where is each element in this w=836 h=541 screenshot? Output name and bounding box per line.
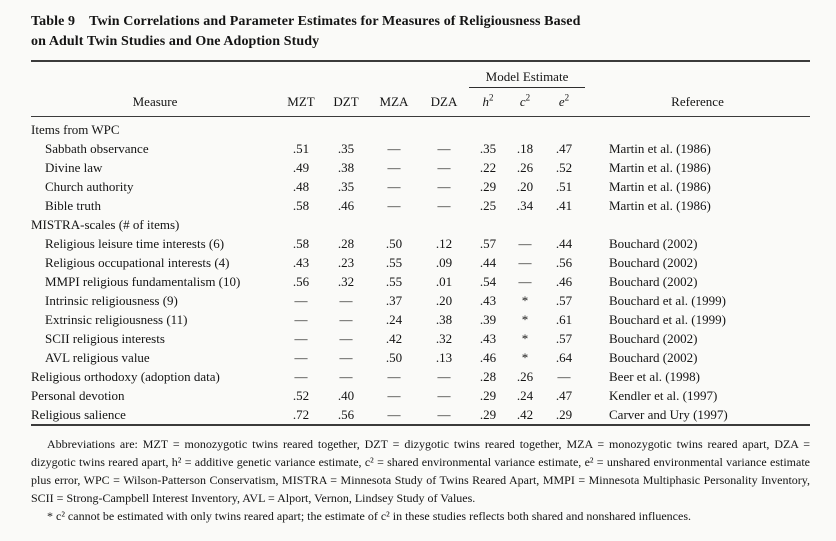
h2-cell: .43 [479, 330, 497, 346]
table-row [31, 215, 810, 234]
measure-cell: AVL religious value [45, 349, 150, 365]
measure-cell: Religious salience [31, 406, 126, 422]
h2-cell: .46 [479, 349, 497, 365]
table-row [31, 386, 810, 405]
mza-cell: .55 [385, 254, 403, 270]
reference-cell [585, 215, 810, 234]
mza-cell: .50 [385, 235, 403, 251]
reference-cell: Bouchard (2002) [609, 349, 698, 365]
e2-cell: .57 [555, 330, 573, 346]
mzt-cell [279, 215, 323, 234]
dzt-cell: — [339, 349, 353, 365]
reference-cell: Bouchard (2002) [609, 273, 698, 289]
measure-cell: MMPI religious fundamentalism (10) [45, 273, 241, 289]
mza-cell: — [387, 197, 401, 213]
dzt-cell: .35 [337, 178, 355, 194]
e2-cell [543, 215, 585, 234]
mza-cell: — [387, 387, 401, 403]
c2-cell: * [521, 292, 529, 308]
mzt-cell: — [294, 292, 308, 308]
dzt-cell [323, 215, 369, 234]
h2-cell: .29 [479, 387, 497, 403]
mza-cell: — [387, 406, 401, 422]
mzt-cell: .49 [292, 159, 310, 175]
c2-cell: — [518, 254, 532, 270]
table-number: Table 9 [31, 14, 76, 29]
dza-cell: .12 [435, 235, 453, 251]
c2-cell: .42 [516, 406, 534, 422]
c2-cell: * [521, 349, 529, 365]
mza-cell: — [387, 159, 401, 175]
h2-cell: .29 [479, 406, 497, 422]
e2-cell: .46 [555, 273, 573, 289]
measure-cell: Items from WPC [31, 121, 120, 137]
dza-cell: .38 [435, 311, 453, 327]
table-block [31, 12, 810, 525]
e2-cell: .52 [555, 159, 573, 175]
col-header-e2: $e^2$ [558, 92, 570, 109]
asterisk-note: * c² cannot be estimated with only twins reared apart; the estimate of c² in these studies reflects both shared and nonshared influences. [47, 508, 691, 523]
h2-cell [469, 215, 507, 234]
table-row [31, 272, 810, 291]
mzt-cell: .48 [292, 178, 310, 194]
reference-cell: Carver and Ury (1997) [609, 406, 728, 422]
col-header-mzt: MZT [287, 93, 315, 109]
reference-cell: Martin et al. (1986) [609, 178, 711, 194]
reference-cell: Martin et al. (1986) [609, 140, 711, 156]
h2-cell [469, 116, 507, 139]
dzt-cell: .28 [337, 235, 355, 251]
measure-cell: Divine law [45, 159, 103, 175]
h2-cell: .44 [479, 254, 497, 270]
reference-cell: Martin et al. (1986) [609, 197, 711, 213]
reference-cell: Bouchard et al. (1999) [609, 311, 726, 327]
e2-cell: — [557, 368, 571, 384]
table-row [31, 329, 810, 348]
mza-cell: .50 [385, 349, 403, 365]
h2-cell: .39 [479, 311, 497, 327]
measure-cell: Intrinsic religiousness (9) [45, 292, 178, 308]
measure-cell: Church authority [45, 178, 134, 194]
dza-cell: — [437, 178, 451, 194]
measure-cell: Extrinsic religiousness (11) [45, 311, 188, 327]
dza-cell: — [437, 387, 451, 403]
measure-cell: Religious leisure time interests (6) [45, 235, 225, 251]
measure-cell: Religious occupational interests (4) [45, 254, 230, 270]
table-title [31, 12, 810, 52]
table-row [31, 158, 810, 177]
dzt-cell: — [339, 292, 353, 308]
dza-cell: .13 [435, 349, 453, 365]
mzt-cell: .56 [292, 273, 310, 289]
c2-cell [507, 215, 543, 234]
mzt-cell: .51 [292, 140, 310, 156]
col-header-dzt: DZT [333, 93, 359, 109]
column-header-row [31, 87, 810, 116]
mzt-cell: .52 [292, 387, 310, 403]
table-row [31, 367, 810, 386]
c2-cell: .26 [516, 368, 534, 384]
dzt-cell: .35 [337, 140, 355, 156]
dza-cell: .32 [435, 330, 453, 346]
h2-cell: .57 [479, 235, 497, 251]
table-title-text1: Twin Correlations and Parameter Estimates for Measures of Religiousness Based [89, 14, 581, 29]
model-estimate-group-header: Model Estimate [469, 61, 585, 87]
c2-cell: .24 [516, 387, 534, 403]
dzt-cell [323, 116, 369, 139]
measure-cell: Religious orthodoxy (adoption data) [31, 368, 220, 384]
c2-cell: .18 [516, 140, 534, 156]
mza-cell: .55 [385, 273, 403, 289]
mzt-cell: — [294, 368, 308, 384]
mza-cell: — [387, 140, 401, 156]
measure-cell: Personal devotion [31, 387, 125, 403]
h2-cell: .28 [479, 368, 497, 384]
col-header-c2: $c^2$ [519, 92, 531, 109]
e2-cell: .57 [555, 292, 573, 308]
h2-cell: .29 [479, 178, 497, 194]
mzt-cell: — [294, 311, 308, 327]
e2-cell: .29 [555, 406, 573, 422]
c2-cell: — [518, 235, 532, 251]
table-row [31, 139, 810, 158]
mza-cell [369, 215, 419, 234]
c2-cell: * [521, 311, 529, 327]
table-row [31, 116, 810, 139]
h2-cell: .25 [479, 197, 497, 213]
table-row [31, 234, 810, 253]
dza-cell: .09 [435, 254, 453, 270]
mzt-cell: — [294, 330, 308, 346]
dza-cell [419, 116, 469, 139]
e2-cell: .64 [555, 349, 573, 365]
measure-cell: Sabbath observance [45, 140, 149, 156]
c2-cell: .20 [516, 178, 534, 194]
col-header-measure: Measure [132, 93, 178, 109]
table-row [31, 253, 810, 272]
group-header-row [31, 61, 810, 87]
measure-cell: MISTRA-scales (# of items) [31, 216, 180, 232]
e2-cell: .44 [555, 235, 573, 251]
dza-cell [419, 215, 469, 234]
mza-cell: .37 [385, 292, 403, 308]
reference-cell: Bouchard (2002) [609, 330, 698, 346]
dza-cell: — [437, 140, 451, 156]
e2-cell: .56 [555, 254, 573, 270]
mzt-cell: .58 [292, 235, 310, 251]
mza-cell: — [387, 178, 401, 194]
reference-cell: Kendler et al. (1997) [609, 387, 718, 403]
table-title-line1 [31, 12, 810, 32]
dzt-cell: — [339, 311, 353, 327]
h2-cell: .43 [479, 292, 497, 308]
h2-cell: .35 [479, 140, 497, 156]
dzt-cell: — [339, 368, 353, 384]
measure-cell: SCII religious interests [45, 330, 165, 346]
dza-cell: — [437, 406, 451, 422]
reference-cell: Bouchard (2002) [609, 254, 698, 270]
mza-cell: .42 [385, 330, 403, 346]
c2-cell [507, 116, 543, 139]
h2-cell: .54 [479, 273, 497, 289]
dzt-cell: .46 [337, 197, 355, 213]
dzt-cell: .38 [337, 159, 355, 175]
reference-cell: Beer et al. (1998) [609, 368, 700, 384]
e2-cell: .61 [555, 311, 573, 327]
dza-cell: .01 [435, 273, 453, 289]
mzt-cell: — [294, 349, 308, 365]
c2-cell: * [521, 330, 529, 346]
table-footnotes [31, 435, 810, 525]
mza-cell: .24 [385, 311, 403, 327]
table-row [31, 310, 810, 329]
dzt-cell: — [339, 330, 353, 346]
table-row [31, 177, 810, 196]
mza-cell: — [387, 368, 401, 384]
dzt-cell: .40 [337, 387, 355, 403]
table-body [31, 116, 810, 425]
e2-cell: .51 [555, 178, 573, 194]
col-header-reference: Reference [671, 93, 724, 109]
e2-cell [543, 116, 585, 139]
abbreviations-note: Abbreviations are: MZT = monozygotic twins reared together, DZT = dizygotic twins reared together, MZA = monozygotic twins reared apart, DZA = dizygotic twins reared apart, h² = additive genetic variance estimate, c² = shared environmental variance estimate, e² = unshared environmental variance estimate plus error, WPC = Wilson-Patterson Conservatism, MISTRA = Minnesota Study of Twins Reared Apart, MMPI = Minnesota Multiphasic Personality Inventory, SCII = Strong-Campbell Interest Inventory, AVL = Alport, Vernon, Lindsey Study of Values. [31, 436, 810, 505]
dza-cell: .20 [435, 292, 453, 308]
dzt-cell: .56 [337, 406, 355, 422]
reference-cell: Bouchard (2002) [609, 235, 698, 251]
reference-cell [585, 116, 810, 139]
h2-cell: .22 [479, 159, 497, 175]
table-title-line2: on Adult Twin Studies and One Adoption Study [31, 34, 320, 49]
dza-cell: — [437, 159, 451, 175]
table-row [31, 196, 810, 215]
measure-cell: Bible truth [45, 197, 101, 213]
dza-cell: — [437, 368, 451, 384]
results-table [31, 60, 810, 426]
e2-cell: .47 [555, 140, 573, 156]
dza-cell: — [437, 197, 451, 213]
dzt-cell: .23 [337, 254, 355, 270]
mzt-cell [279, 116, 323, 139]
reference-cell: Martin et al. (1986) [609, 159, 711, 175]
table-header [31, 61, 810, 116]
e2-cell: .41 [555, 197, 573, 213]
c2-cell: .26 [516, 159, 534, 175]
col-header-dza: DZA [430, 93, 458, 109]
mzt-cell: .43 [292, 254, 310, 270]
table-row [31, 348, 810, 367]
mzt-cell: .58 [292, 197, 310, 213]
dzt-cell: .32 [337, 273, 355, 289]
e2-cell: .47 [555, 387, 573, 403]
table-row [31, 405, 810, 425]
c2-cell: .34 [516, 197, 534, 213]
c2-cell: — [518, 273, 532, 289]
table-row [31, 291, 810, 310]
col-header-mza: MZA [379, 93, 409, 109]
col-header-h2: $h^2$ [482, 92, 494, 109]
reference-cell: Bouchard et al. (1999) [609, 292, 726, 308]
mzt-cell: .72 [292, 406, 310, 422]
mza-cell [369, 116, 419, 139]
